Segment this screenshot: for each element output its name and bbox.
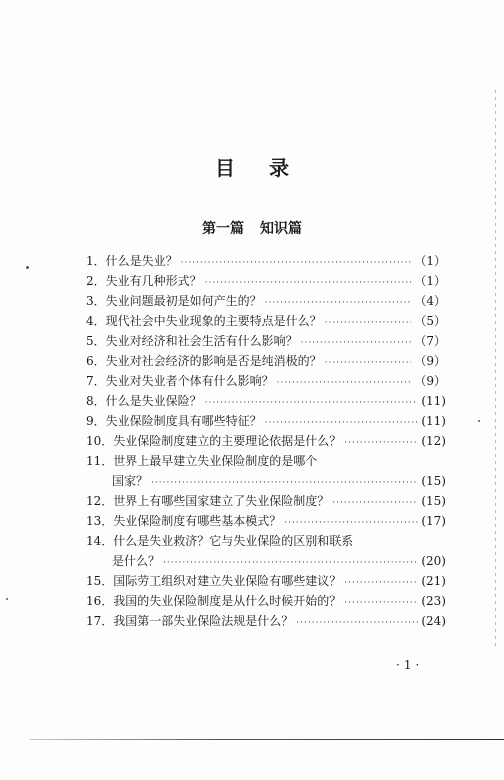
toc-entry-page: (15) — [421, 474, 446, 488]
toc-entry-page: (23) — [421, 594, 446, 608]
toc-entry — [86, 391, 446, 411]
toc-entry-page: (11) — [421, 394, 446, 408]
toc-heading: 目录 — [215, 156, 323, 180]
scan-speck — [6, 598, 8, 600]
toc-entry-page: （9） — [414, 354, 446, 368]
toc-entry — [86, 451, 446, 471]
toc-entry-title: 15．国际劳工组织对建立失业保险有哪些建议？ — [86, 574, 342, 588]
toc-entry-page: (24) — [421, 614, 446, 628]
toc-entry-title: 11．世界上最早建立失业保险制度的是哪个 — [86, 454, 318, 468]
toc-entry-page: （9） — [414, 374, 446, 388]
scan-speck — [26, 266, 29, 269]
toc-entry-title: 14．什么是失业救济？它与失业保险的区别和联系 — [86, 534, 354, 548]
leader-dots — [325, 353, 412, 373]
leader-dots — [181, 253, 412, 273]
leader-dots — [277, 373, 412, 393]
leader-dots — [344, 593, 418, 613]
bottom-rule — [30, 739, 504, 740]
page-number: ·1· — [396, 658, 424, 672]
leader-dots — [301, 333, 412, 353]
toc-entry — [86, 531, 446, 551]
toc-entry-title: 4．现代社会中失业现象的主要特点是什么？ — [86, 314, 322, 328]
toc-entry — [86, 411, 446, 431]
toc-entry-page: (20) — [421, 554, 446, 568]
leader-dots — [205, 273, 412, 293]
toc-entry-page: （7） — [414, 334, 446, 348]
toc-entry-title: 13．失业保险制度有哪些基本模式？ — [86, 514, 282, 528]
leader-dots — [265, 413, 419, 433]
toc-entry — [86, 491, 446, 511]
leader-dots — [332, 493, 418, 513]
toc-entry-page: (17) — [421, 514, 446, 528]
toc-entry — [86, 271, 446, 291]
leader-dots — [325, 313, 412, 333]
leader-dots — [163, 553, 418, 573]
toc-entry — [86, 331, 446, 351]
toc-entry-page: (15) — [421, 494, 446, 508]
toc-entry — [86, 431, 446, 451]
toc-entry-title: 国家？ — [112, 474, 149, 488]
toc-entry-page: （1） — [414, 254, 446, 268]
page-edge-shadow — [495, 90, 496, 650]
toc-entry — [86, 351, 446, 371]
toc-entry-title: 10．失业保险制度建立的主要理论依据是什么？ — [86, 434, 342, 448]
toc-entry-title: 8．什么是失业保险？ — [86, 394, 202, 408]
toc-entry-page: (21) — [421, 574, 446, 588]
leader-dots — [284, 513, 418, 533]
toc-entry-title: 2．失业有几种形式？ — [86, 274, 202, 288]
toc-entry-title: 16．我国的失业保险制度是从什么时候开始的？ — [86, 594, 342, 608]
toc-entry — [86, 311, 446, 331]
toc-entry-page: （5） — [414, 314, 446, 328]
toc-entry-title: 7．失业对失业者个体有什么影响？ — [86, 374, 274, 388]
toc-entry — [86, 371, 446, 391]
toc-entry — [86, 591, 446, 611]
toc-entry — [86, 511, 446, 531]
toc-entry — [86, 291, 446, 311]
part-heading — [0, 218, 504, 238]
toc-entry-title: 是什么？ — [112, 554, 161, 568]
toc-entry — [86, 471, 446, 491]
toc-entry-title: 12．世界上有哪些国家建立了失业保险制度？ — [86, 494, 330, 508]
toc-entry-title: 5．失业对经济和社会生活有什么影响？ — [86, 334, 298, 348]
scan-speck — [478, 420, 480, 422]
toc-entry-title: 9．失业保险制度具有哪些特征？ — [86, 414, 262, 428]
toc-entry-page: (11) — [421, 414, 446, 428]
leader-dots — [296, 613, 418, 633]
leader-dots — [344, 433, 418, 453]
toc-entry-title: 17．我国第一部失业保险法规是什么？ — [86, 614, 294, 628]
toc-entry-title: 6．失业对社会经济的影响是否是纯消极的？ — [86, 354, 322, 368]
toc-entry — [86, 551, 446, 571]
toc-entry-page: （4） — [414, 294, 446, 308]
toc-entry — [86, 611, 446, 631]
toc-entry-title: 1．什么是失业？ — [86, 254, 178, 268]
toc-entry — [86, 251, 446, 271]
toc-list — [86, 251, 446, 631]
toc-entry-page: （1） — [414, 274, 446, 288]
leader-dots — [344, 573, 418, 593]
part-number: 第一篇 — [202, 221, 244, 237]
leader-dots — [265, 293, 412, 313]
toc-entry — [86, 571, 446, 591]
part-name: 知识篇 — [260, 221, 302, 237]
toc-entry-page: (12) — [421, 434, 446, 448]
leader-dots — [151, 473, 418, 493]
leader-dots — [205, 393, 419, 413]
toc-entry-title: 3．失业问题最初是如何产生的？ — [86, 294, 262, 308]
